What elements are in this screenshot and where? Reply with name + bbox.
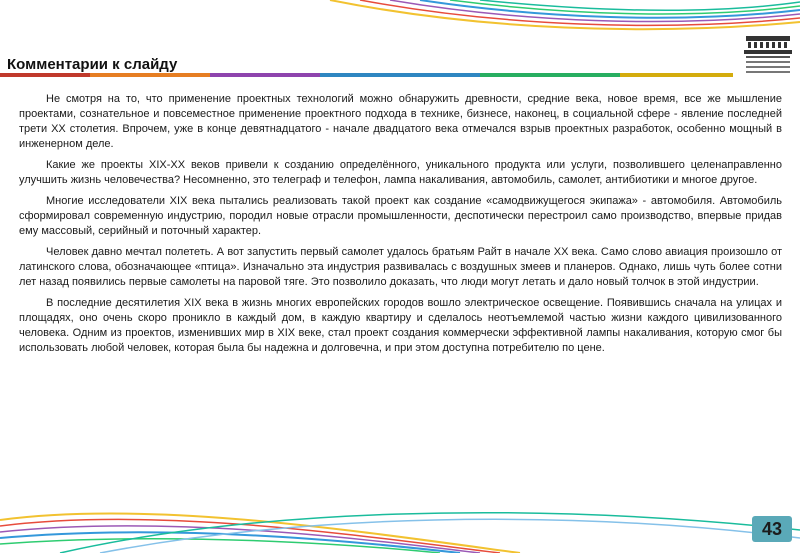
paragraph: В последние десятилетия XIX века в жизнь многих европейских городов вошло электрическое освещение. Появившись сначала на улицах и площадях, оно очень скоро проникло в каждый дом, в каждую квартиру и сделалось неотъемлемой частью жизни каждого цивилизованного человека. Одним из проектов, изменивших мир в XIX веке, стал проект создания коммерчески эффективной лампы накаливания, которую смог бы использовать любой человек, которая была бы надежна и долговечна, и при этом доступна потребителю по цене. [19, 297, 782, 354]
bottom-decorative-swoosh [0, 470, 800, 553]
title-color-bar [0, 73, 733, 77]
paragraph: Человек давно мечтал полететь. А вот запустить первый самолет удалось братьям Райт в начале XX века. Само слово авиация произошло от латинского слова, обозначающее «птица». Изначально эта индустрия развивалась с воздушных змеев и планеров. Однако, лишь чуть более сотни лет назад появились первые самолеты на паровой тяге. Это позволило доказать, что люди могут летать и дало новый толчок в этой индустрии. [19, 246, 782, 288]
paragraph: Не смотря на то, что применение проектных технологий можно обнаружить древности, средние века, новое время, все же мышление проектами, сознательное и повсеместное применение проектного подхода в технике, бизнесе, наконец, в социальной сфере - явление последней трети XX столетия. Впрочем, уже в конце девятнадцатого - начале двадцатого века отмечался взрыв проектных разработок, особенно мощный в инженерном деле. [19, 93, 782, 150]
university-logo [742, 36, 794, 76]
top-decorative-swoosh [0, 0, 800, 60]
page-number-badge: 43 [752, 516, 792, 542]
slide-title: Комментарии к слайду [7, 56, 178, 73]
slide-comments-text [19, 92, 782, 362]
paragraph: Какие же проекты XIX-XX веков привели к созданию определённого, уникального продукта или услуги, позволившего целенаправленно улучшить жизнь человечества? Несомненно, это телеграф и телефон, лампа накаливания, автомобиль, самолет, антибиотики и многое другое. [19, 159, 782, 186]
paragraph: Многие исследователи XIX века пытались реализовать такой проект как создание «самодвижущегося экипажа» - автомобиля. Автомобиль сформировал современную индустрию, породил новые отрасли промышленности, деспотически перестроил само производство, впервые придав ему массовый, серийный и поточный характер. [19, 195, 782, 237]
